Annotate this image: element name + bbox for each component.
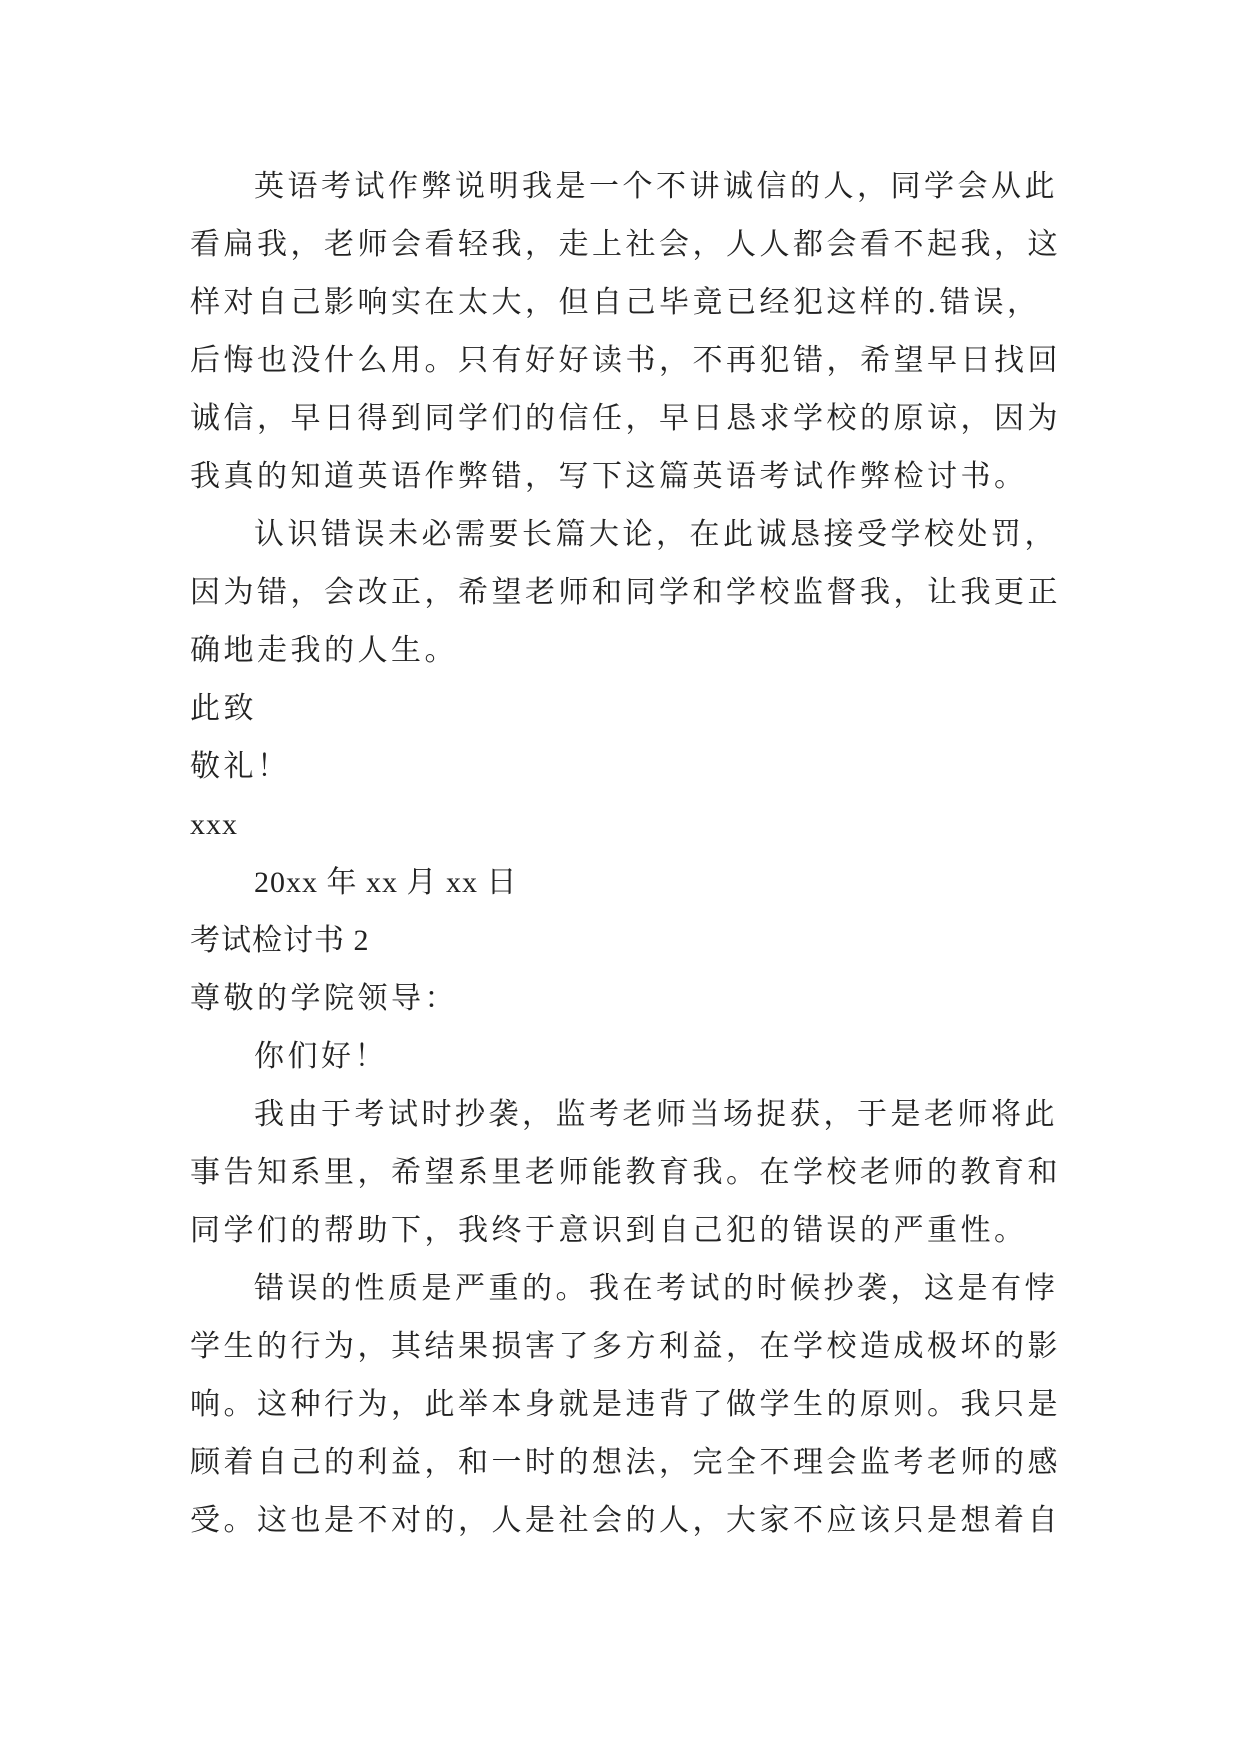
- text-line: 学生的行为，其结果损害了多方利益，在学校造成极坏的影: [190, 1329, 1061, 1364]
- paragraph-cheating-explanation: [190, 158, 1061, 506]
- date: 20xx 年 xx 月 xx 日: [254, 866, 518, 899]
- document-body: [190, 158, 1061, 1550]
- text-line: 事告知系里，希望系里老师能教育我。在学校老师的教育和: [190, 1155, 1061, 1190]
- closing-phrase: 此致: [190, 691, 257, 726]
- text-line: 同学们的帮助下，我终于意识到自己犯的错误的严重性。: [190, 1213, 1028, 1248]
- paragraph-incident: [190, 1086, 1061, 1260]
- signature: xxx: [190, 808, 238, 841]
- salutation: 尊敬的学院领导：: [190, 981, 458, 1016]
- section-title: 考试检讨书 2: [190, 924, 370, 957]
- text-line: 因为错，会改正，希望老师和同学和学校监督我，让我更正: [190, 575, 1061, 610]
- text-line: 我由于考试时抄袭，监考老师当场捉获，于是老师将此: [254, 1097, 1058, 1132]
- text-line: 后悔也没什么用。只有好好读书，不再犯错，希望早日找回: [190, 343, 1061, 378]
- text-line: 我真的知道英语作弊错，写下这篇英语考试作弊检讨书。: [190, 459, 1028, 494]
- text-line: 确地走我的人生。: [190, 633, 458, 668]
- text-line: 样对自己影响实在太大，但自己毕竟已经犯这样的.错误，: [190, 285, 1041, 320]
- text-line: 诚信，早日得到同学们的信任，早日恳求学校的原谅，因为: [190, 401, 1061, 436]
- text-line: 响。这种行为，此举本身就是违背了做学生的原则。我只是: [190, 1387, 1061, 1422]
- text-line: 看扁我，老师会看轻我，走上社会，人人都会看不起我，这: [190, 227, 1061, 262]
- text-line: 认识错误未必需要长篇大论，在此诚恳接受学校处罚，: [254, 517, 1058, 552]
- greeting: 你们好！: [254, 1039, 388, 1074]
- paragraph-seriousness: [190, 1260, 1061, 1550]
- closing-salute: 敬礼！: [190, 749, 291, 784]
- paragraph-accept-punishment: [190, 506, 1061, 680]
- text-line: 顾着自己的利益，和一时的想法，完全不理会监考老师的感: [190, 1445, 1061, 1480]
- text-line: 错误的性质是严重的。我在考试的时候抄袭，这是有悖: [254, 1271, 1058, 1306]
- text-line: 英语考试作弊说明我是一个不讲诚信的人，同学会从此: [254, 169, 1058, 204]
- text-line: 受。这也是不对的，人是社会的人，大家不应该只是想着自: [190, 1503, 1061, 1538]
